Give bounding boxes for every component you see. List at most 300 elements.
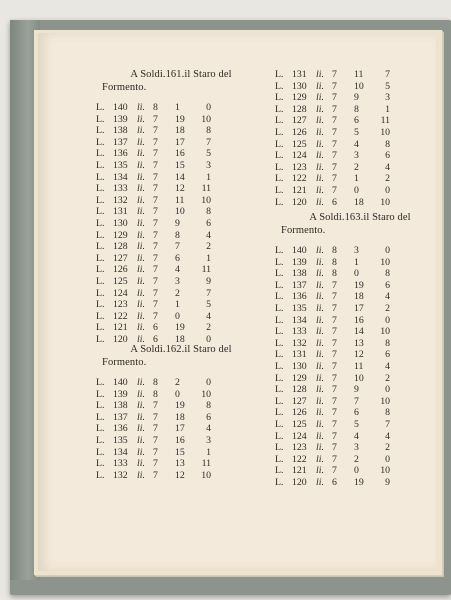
cell-denari: 0 <box>206 102 211 113</box>
cell-lire: 8 <box>332 245 337 256</box>
table-row <box>96 311 266 323</box>
cell-denari: 0 <box>385 453 390 465</box>
cell-soldi: 12 <box>354 349 364 361</box>
cell-soldi: 7 <box>354 395 359 407</box>
cell-lire: 7 <box>153 423 158 435</box>
cell-soldi: 10 <box>354 372 364 384</box>
cell-quantity: 134 <box>292 314 307 326</box>
cell-soldi: 14 <box>175 171 185 183</box>
cell-lire: 7 <box>332 326 337 338</box>
cell-prefix-l: L. <box>96 388 105 400</box>
cell-lire: 7 <box>153 171 158 183</box>
cell-prefix-li: li. <box>316 256 324 268</box>
cell-denari: 10 <box>201 388 211 400</box>
cell-lire: 6 <box>332 196 337 208</box>
cell-quantity: 125 <box>113 275 128 287</box>
cell-prefix-li: li. <box>316 184 324 196</box>
cell-soldi: 9 <box>354 92 359 104</box>
cell-lire: 7 <box>153 287 158 299</box>
cell-soldi: 3 <box>175 275 180 287</box>
table-row <box>96 400 266 412</box>
table-row <box>96 458 266 470</box>
cell-prefix-li: li. <box>316 80 324 92</box>
cell-prefix-l: L. <box>96 148 105 160</box>
cell-soldi: 1 <box>354 256 359 268</box>
cell-soldi: 18 <box>175 411 185 423</box>
cell-denari: 9 <box>385 476 390 488</box>
cell-lire: 7 <box>153 194 158 206</box>
cell-prefix-l: L. <box>275 69 284 80</box>
cell-prefix-l: L. <box>96 275 105 287</box>
cell-lire: 8 <box>153 388 158 400</box>
table-row <box>96 299 266 311</box>
table-section <box>275 69 445 208</box>
cell-lire: 7 <box>332 184 337 196</box>
cell-denari: 2 <box>206 241 211 253</box>
cell-quantity: 133 <box>113 458 128 470</box>
cell-prefix-l: L. <box>96 217 105 229</box>
cell-prefix-l: L. <box>96 434 105 446</box>
cell-quantity: 138 <box>113 125 128 137</box>
cell-prefix-l: L. <box>96 102 105 113</box>
cell-soldi: 19 <box>175 322 185 334</box>
cell-lire: 7 <box>332 418 337 430</box>
cell-lire: 7 <box>332 349 337 361</box>
cell-prefix-li: li. <box>137 159 145 171</box>
table-row <box>275 291 445 303</box>
cell-denari: 0 <box>385 314 390 326</box>
cell-prefix-li: li. <box>316 126 324 138</box>
table-row <box>96 125 266 137</box>
cell-denari: 4 <box>206 423 211 435</box>
cell-prefix-l: L. <box>96 183 105 195</box>
section-heading-line1: A Soldi.161.il Staro del <box>130 69 232 80</box>
cell-quantity: 133 <box>292 326 307 338</box>
cell-quantity: 132 <box>113 194 128 206</box>
cell-soldi: 13 <box>175 458 185 470</box>
cell-prefix-li: li. <box>316 245 324 256</box>
cell-prefix-li: li. <box>137 264 145 276</box>
cell-lire: 6 <box>153 322 158 334</box>
cell-quantity: 136 <box>113 423 128 435</box>
cell-prefix-li: li. <box>137 299 145 311</box>
cell-lire: 7 <box>153 446 158 458</box>
cell-prefix-l: L. <box>275 442 284 454</box>
cell-quantity: 123 <box>292 161 307 173</box>
cell-prefix-li: li. <box>137 411 145 423</box>
cell-denari: 5 <box>206 299 211 311</box>
table-row <box>96 137 266 149</box>
cell-soldi: 9 <box>175 217 180 229</box>
cell-quantity: 133 <box>113 183 128 195</box>
cell-prefix-li: li. <box>316 291 324 303</box>
cell-prefix-li: li. <box>316 69 324 80</box>
cell-quantity: 129 <box>292 372 307 384</box>
cell-prefix-l: L. <box>96 252 105 264</box>
table-row <box>275 115 445 127</box>
cell-lire: 7 <box>332 453 337 465</box>
cell-denari: 7 <box>385 418 390 430</box>
cell-prefix-l: L. <box>96 458 105 470</box>
table-row <box>96 412 266 424</box>
cell-denari: 11 <box>201 264 211 276</box>
cell-denari: 10 <box>380 465 390 477</box>
cell-quantity: 124 <box>292 150 307 162</box>
cell-prefix-li: li. <box>137 458 145 470</box>
cell-quantity: 129 <box>292 92 307 104</box>
cell-lire: 7 <box>153 159 158 171</box>
cell-denari: 6 <box>385 150 390 162</box>
cell-soldi: 16 <box>175 148 185 160</box>
cell-prefix-li: li. <box>137 388 145 400</box>
cell-lire: 6 <box>153 333 158 345</box>
cell-prefix-l: L. <box>275 103 284 115</box>
cell-prefix-li: li. <box>137 377 145 388</box>
cell-lire: 7 <box>153 125 158 137</box>
cell-denari: 5 <box>385 80 390 92</box>
cell-lire: 7 <box>332 384 337 396</box>
table-row <box>275 104 445 116</box>
cell-prefix-l: L. <box>275 360 284 372</box>
cell-denari: 9 <box>206 275 211 287</box>
cell-lire: 7 <box>153 136 158 148</box>
cell-soldi: 17 <box>354 302 364 314</box>
cell-soldi: 2 <box>175 377 180 388</box>
table-row <box>96 230 266 242</box>
table-row <box>275 454 445 466</box>
cell-prefix-l: L. <box>96 159 105 171</box>
table-row <box>275 268 445 280</box>
cell-quantity: 135 <box>292 302 307 314</box>
cell-soldi: 0 <box>175 310 180 322</box>
cell-quantity: 139 <box>113 113 128 125</box>
cell-quantity: 120 <box>292 476 307 488</box>
cell-prefix-l: L. <box>275 302 284 314</box>
cell-quantity: 140 <box>113 102 128 113</box>
cell-lire: 7 <box>332 302 337 314</box>
cell-prefix-l: L. <box>275 279 284 291</box>
cell-quantity: 122 <box>113 310 128 322</box>
cell-denari: 8 <box>385 268 390 280</box>
table-row <box>96 206 266 218</box>
cell-quantity: 130 <box>292 80 307 92</box>
cell-quantity: 131 <box>292 349 307 361</box>
cell-prefix-l: L. <box>275 115 284 127</box>
cell-lire: 7 <box>153 275 158 287</box>
table-row <box>96 160 266 172</box>
cell-quantity: 127 <box>113 252 128 264</box>
section-heading-line2: Formento. <box>102 357 147 368</box>
table-row <box>96 195 266 207</box>
cell-soldi: 4 <box>175 264 180 276</box>
cell-quantity: 122 <box>292 453 307 465</box>
cell-prefix-li: li. <box>137 125 145 137</box>
cell-quantity: 137 <box>292 279 307 291</box>
cell-soldi: 1 <box>354 173 359 185</box>
cell-denari: 10 <box>201 194 211 206</box>
cell-soldi: 7 <box>175 241 180 253</box>
cell-quantity: 135 <box>113 434 128 446</box>
cell-prefix-li: li. <box>137 217 145 229</box>
cell-prefix-li: li. <box>137 446 145 458</box>
cell-lire: 7 <box>153 264 158 276</box>
cell-quantity: 130 <box>292 360 307 372</box>
cell-prefix-li: li. <box>316 384 324 396</box>
cell-quantity: 140 <box>292 245 307 256</box>
cell-prefix-li: li. <box>137 102 145 113</box>
cell-prefix-li: li. <box>316 103 324 115</box>
table-row <box>96 218 266 230</box>
cell-quantity: 128 <box>292 384 307 396</box>
table-row <box>275 127 445 139</box>
table-section <box>96 343 266 481</box>
table-row <box>96 288 266 300</box>
cell-prefix-l: L. <box>275 138 284 150</box>
cell-prefix-li: li. <box>316 196 324 208</box>
cell-prefix-l: L. <box>96 446 105 458</box>
cell-denari: 2 <box>206 322 211 334</box>
cell-denari: 10 <box>201 113 211 125</box>
cell-quantity: 138 <box>292 268 307 280</box>
cell-lire: 7 <box>153 469 158 481</box>
cell-denari: 7 <box>385 69 390 80</box>
cell-prefix-l: L. <box>96 400 105 412</box>
cell-prefix-l: L. <box>275 314 284 326</box>
cell-prefix-li: li. <box>137 206 145 218</box>
cell-soldi: 17 <box>175 136 185 148</box>
cell-denari: 11 <box>201 183 211 195</box>
cell-prefix-l: L. <box>275 173 284 185</box>
cell-denari: 11 <box>380 115 390 127</box>
table-row <box>96 183 266 195</box>
cell-lire: 7 <box>332 465 337 477</box>
cell-prefix-l: L. <box>96 113 105 125</box>
cell-soldi: 6 <box>354 115 359 127</box>
cell-soldi: 1 <box>175 299 180 311</box>
cell-quantity: 128 <box>113 241 128 253</box>
cell-prefix-li: li. <box>316 476 324 488</box>
cell-prefix-l: L. <box>96 125 105 137</box>
cell-soldi: 11 <box>354 360 364 372</box>
cell-lire: 7 <box>153 206 158 218</box>
cell-denari: 8 <box>206 206 211 218</box>
cell-denari: 1 <box>206 171 211 183</box>
table-row <box>275 407 445 419</box>
cell-soldi: 11 <box>175 194 185 206</box>
table-row <box>96 276 266 288</box>
cell-denari: 4 <box>385 161 390 173</box>
cell-soldi: 3 <box>354 150 359 162</box>
cell-denari: 4 <box>385 430 390 442</box>
section-heading <box>96 343 266 369</box>
cell-denari: 10 <box>380 196 390 208</box>
table-row <box>275 197 445 209</box>
cell-denari: 3 <box>206 434 211 446</box>
cell-denari: 1 <box>206 252 211 264</box>
cell-prefix-l: L. <box>275 256 284 268</box>
cell-soldi: 19 <box>354 476 364 488</box>
cell-quantity: 127 <box>292 115 307 127</box>
cell-prefix-l: L. <box>96 411 105 423</box>
cell-lire: 7 <box>332 92 337 104</box>
cell-prefix-l: L. <box>96 322 105 334</box>
cell-denari: 6 <box>206 411 211 423</box>
cell-soldi: 16 <box>175 434 185 446</box>
cell-prefix-l: L. <box>275 384 284 396</box>
cell-prefix-l: L. <box>96 229 105 241</box>
cell-prefix-l: L. <box>275 245 284 256</box>
table-row <box>275 69 445 81</box>
cell-soldi: 18 <box>175 125 185 137</box>
cell-quantity: 121 <box>292 184 307 196</box>
cell-prefix-l: L. <box>96 377 105 388</box>
table-row <box>275 384 445 396</box>
cell-quantity: 139 <box>292 256 307 268</box>
cell-denari: 2 <box>385 173 390 185</box>
cell-soldi: 16 <box>354 314 364 326</box>
cell-lire: 8 <box>332 256 337 268</box>
table-row <box>275 81 445 93</box>
cell-lire: 7 <box>153 148 158 160</box>
table-row <box>96 102 266 114</box>
cell-soldi: 12 <box>175 469 185 481</box>
cell-prefix-l: L. <box>275 184 284 196</box>
cell-prefix-li: li. <box>137 241 145 253</box>
cell-denari: 10 <box>380 326 390 338</box>
cell-prefix-l: L. <box>96 287 105 299</box>
cell-prefix-l: L. <box>96 206 105 218</box>
table-row <box>96 423 266 435</box>
cell-prefix-li: li. <box>137 275 145 287</box>
cell-denari: 4 <box>385 360 390 372</box>
cell-denari: 10 <box>201 469 211 481</box>
table-section <box>275 211 445 488</box>
cell-denari: 7 <box>206 287 211 299</box>
cell-prefix-l: L. <box>96 136 105 148</box>
cell-lire: 7 <box>332 279 337 291</box>
table-row <box>275 92 445 104</box>
cell-lire: 7 <box>332 430 337 442</box>
cell-prefix-li: li. <box>137 423 145 435</box>
cell-prefix-l: L. <box>96 423 105 435</box>
cell-prefix-li: li. <box>316 314 324 326</box>
cell-prefix-l: L. <box>275 80 284 92</box>
cell-soldi: 14 <box>354 326 364 338</box>
cell-prefix-li: li. <box>316 418 324 430</box>
cell-quantity: 127 <box>292 395 307 407</box>
cell-soldi: 0 <box>354 184 359 196</box>
cell-prefix-l: L. <box>275 395 284 407</box>
table-row <box>275 338 445 350</box>
cell-denari: 4 <box>385 291 390 303</box>
cell-lire: 7 <box>153 252 158 264</box>
cell-soldi: 8 <box>175 229 180 241</box>
cell-denari: 3 <box>385 92 390 104</box>
cell-soldi: 18 <box>175 333 185 345</box>
cell-quantity: 124 <box>113 287 128 299</box>
cell-prefix-l: L. <box>96 241 105 253</box>
cell-lire: 7 <box>153 458 158 470</box>
cell-quantity: 131 <box>113 206 128 218</box>
cell-lire: 7 <box>332 337 337 349</box>
cell-quantity: 139 <box>113 388 128 400</box>
table-row <box>275 431 445 443</box>
cell-quantity: 132 <box>113 469 128 481</box>
cell-prefix-li: li. <box>137 136 145 148</box>
cell-quantity: 137 <box>113 411 128 423</box>
cell-lire: 7 <box>332 115 337 127</box>
cell-quantity: 128 <box>292 103 307 115</box>
section-heading-line2: Formento. <box>102 82 147 93</box>
table-row <box>275 185 445 197</box>
section-heading <box>275 211 445 237</box>
cell-quantity: 137 <box>113 136 128 148</box>
cell-quantity: 129 <box>113 229 128 241</box>
cell-prefix-li: li. <box>137 469 145 481</box>
cell-prefix-li: li. <box>316 115 324 127</box>
cell-quantity: 140 <box>113 377 128 388</box>
book-page <box>38 33 436 571</box>
table-row <box>96 114 266 126</box>
cell-lire: 7 <box>153 183 158 195</box>
cell-soldi: 15 <box>175 446 185 458</box>
table-row <box>96 172 266 184</box>
table-row <box>275 465 445 477</box>
cell-denari: 4 <box>206 310 211 322</box>
cell-prefix-l: L. <box>275 326 284 338</box>
cell-denari: 1 <box>206 446 211 458</box>
cell-soldi: 17 <box>175 423 185 435</box>
cell-prefix-li: li. <box>137 333 145 345</box>
cell-denari: 8 <box>385 337 390 349</box>
cell-soldi: 6 <box>354 407 359 419</box>
cell-lire: 7 <box>332 138 337 150</box>
cell-prefix-li: li. <box>316 442 324 454</box>
cell-prefix-li: li. <box>137 194 145 206</box>
cell-lire: 7 <box>153 241 158 253</box>
table-row <box>275 326 445 338</box>
cell-prefix-li: li. <box>316 453 324 465</box>
cell-prefix-li: li. <box>137 148 145 160</box>
table-row <box>275 303 445 315</box>
table-row <box>275 173 445 185</box>
cell-soldi: 2 <box>354 453 359 465</box>
cell-prefix-l: L. <box>275 337 284 349</box>
cell-prefix-li: li. <box>316 337 324 349</box>
cell-soldi: 5 <box>354 126 359 138</box>
table-row <box>96 389 266 401</box>
cell-prefix-l: L. <box>96 299 105 311</box>
cell-soldi: 12 <box>175 183 185 195</box>
table-row <box>275 442 445 454</box>
cell-prefix-li: li. <box>137 287 145 299</box>
cell-prefix-l: L. <box>96 264 105 276</box>
cell-quantity: 121 <box>113 322 128 334</box>
cell-prefix-li: li. <box>316 326 324 338</box>
cell-prefix-li: li. <box>316 150 324 162</box>
cell-quantity: 136 <box>113 148 128 160</box>
cell-prefix-li: li. <box>137 310 145 322</box>
table-row <box>96 377 266 389</box>
cell-quantity: 120 <box>292 196 307 208</box>
cell-lire: 7 <box>332 173 337 185</box>
cell-soldi: 5 <box>354 418 359 430</box>
cell-lire: 8 <box>332 268 337 280</box>
cell-lire: 7 <box>153 113 158 125</box>
cell-lire: 7 <box>153 217 158 229</box>
cell-lire: 7 <box>332 126 337 138</box>
cell-lire: 7 <box>332 103 337 115</box>
